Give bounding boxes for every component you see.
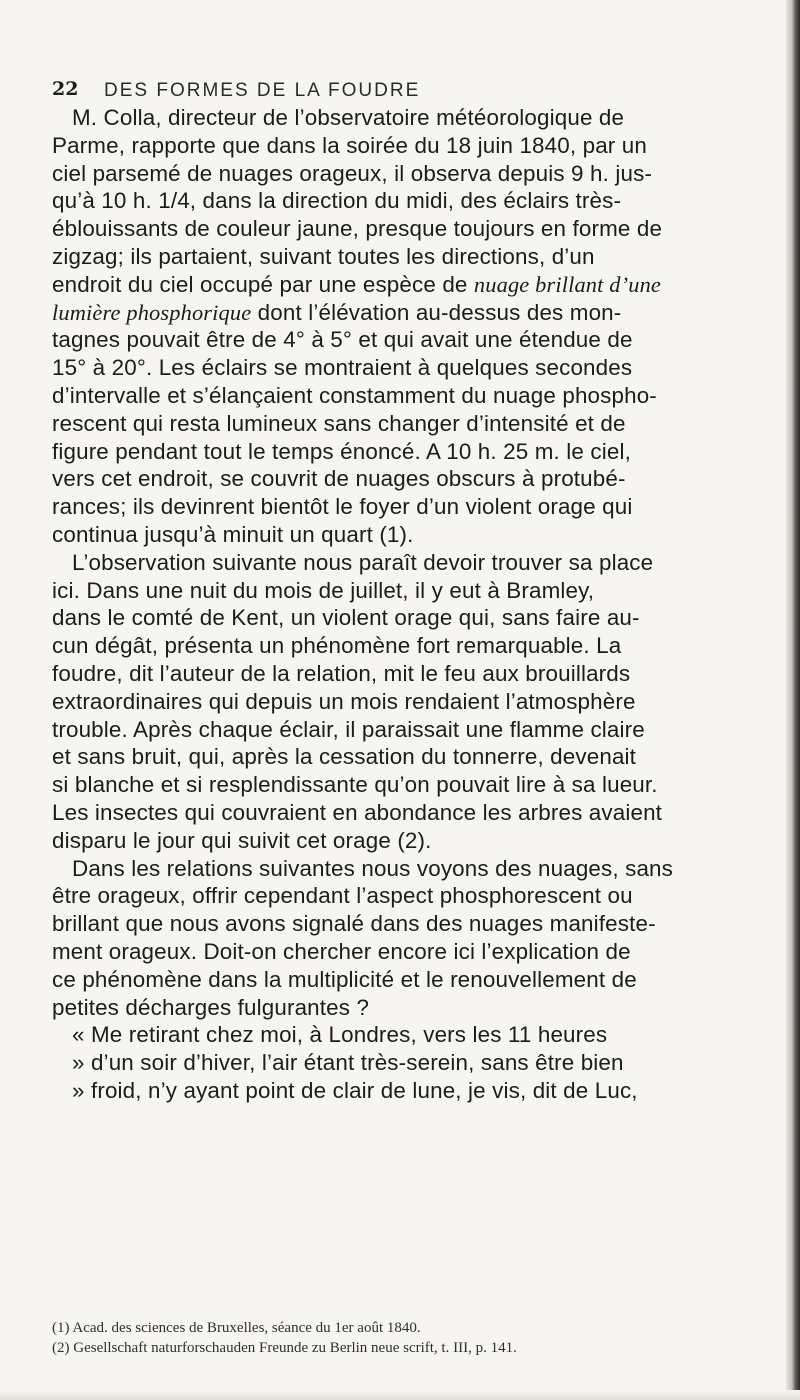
- paragraph: [52, 855, 758, 1022]
- text-line: » froid, n’y ayant point de clair de lune, je vis, dit de Luc,: [72, 1077, 638, 1103]
- text-line: disparu le jour qui suivit cet orage (2).: [52, 827, 432, 853]
- text-line: M. Colla, directeur de l’observatoire météorologique de: [72, 105, 625, 130]
- page-edge-shadow: [786, 0, 800, 1400]
- text-line: figure pendant tout le temps énoncé. A 10 h. 25 m. le ciel,: [52, 438, 631, 464]
- text-line: [52, 271, 758, 299]
- text-line: [52, 299, 758, 327]
- paragraph: [52, 104, 758, 549]
- text-line: L’observation suivante nous paraît devoir trouver sa place: [72, 549, 654, 575]
- text-line: ici. Dans une nuit du mois de juillet, il y eut à Bramley,: [52, 577, 595, 603]
- text-line: si blanche et si resplendissante qu’on pouvait lire à sa lueur.: [52, 772, 658, 798]
- footnotes: [52, 1318, 758, 1358]
- text-line: trouble. Après chaque éclair, il paraissait une flamme claire: [52, 716, 645, 742]
- text-line: tagnes pouvait être de 4° à 5° et qui avait une étendue de: [52, 327, 633, 353]
- text-line: rances; ils devinrent bientôt le foyer d’un violent orage qui: [52, 494, 633, 520]
- text-line: Les insectes qui couvraient en abondance les arbres avaient: [52, 799, 663, 825]
- body-text: [52, 104, 758, 1105]
- text-line: foudre, dit l’auteur de la relation, mit le feu aux brouillards: [52, 660, 631, 686]
- running-title: DES FORMES DE LA FOUDRE: [104, 80, 421, 101]
- emphasis-text: lumière phosphorique: [52, 299, 252, 325]
- text-line: ciel parsemé de nuages orageux, il observa depuis 9 h. jus-: [52, 160, 653, 186]
- text-line: et sans bruit, qui, après la cessation du tonnerre, devenait: [52, 744, 637, 770]
- text-line: cun dégât, présenta un phénomène fort remarquable. La: [52, 633, 622, 659]
- paragraph: [52, 549, 758, 855]
- text-line: petites décharges fulgurantes ?: [52, 994, 370, 1020]
- text-line: continua jusqu’à minuit un quart (1).: [52, 521, 414, 547]
- page-number: 22: [52, 78, 79, 100]
- text-line: brillant que nous avons signalé dans des nuages manifeste-: [52, 911, 656, 937]
- text-line: vers cet endroit, se couvrit de nuages obscurs à protubé-: [52, 466, 626, 492]
- text-line: Dans les relations suivantes nous voyons des nuages, sans: [72, 855, 674, 881]
- paragraph: [52, 1021, 758, 1104]
- footnote-2: (2) Gesellschaft naturforschauden Freunde zu Berlin neue scrift, t. III, p. 141.: [52, 1340, 517, 1356]
- text-fragment: endroit du ciel occupé par une espèce de: [52, 271, 474, 297]
- text-line: » d’un soir d’hiver, l’air étant très-serein, sans être bien: [72, 1050, 624, 1076]
- text-line: qu’à 10 h. 1/4, dans la direction du midi, des éclairs très-: [52, 188, 622, 214]
- text-line: d’intervalle et s’élançaient constamment du nuage phospho-: [52, 382, 657, 408]
- text-line: éblouissants de couleur jaune, presque toujours en forme de: [52, 216, 663, 242]
- text-line: ment orageux. Doit-on chercher encore ici l’explication de: [52, 938, 631, 964]
- text-line: dans le comté de Kent, un violent orage qui, sans faire au-: [52, 605, 640, 631]
- text-line: être orageux, offrir cependant l’aspect phosphorescent ou: [52, 883, 633, 909]
- text-line: 15° à 20°. Les éclairs se montraient à quelques secondes: [52, 355, 633, 381]
- emphasis-text: nuage brillant d’une: [473, 271, 661, 297]
- text-line: ce phénomène dans la multiplicité et le renouvellement de: [52, 966, 637, 992]
- page-bottom-edge: [0, 1390, 800, 1400]
- text-line: extraordinaires qui depuis un mois rendaient l’atmosphère: [52, 688, 636, 714]
- text-line: rescent qui resta lumineux sans changer d’intensité et de: [52, 410, 626, 436]
- text-line: Parme, rapporte que dans la soirée du 18 juin 1840, par un: [52, 132, 647, 158]
- text-line: zigzag; ils partaient, suivant toutes les directions, d’un: [52, 243, 595, 269]
- text-line: « Me retirant chez moi, à Londres, vers les 11 heures: [72, 1022, 608, 1048]
- footnote-1: (1) Acad. des sciences de Bruxelles, séance du 1er août 1840.: [52, 1320, 421, 1336]
- text-fragment: dont l’élévation au-dessus des mon-: [251, 299, 622, 325]
